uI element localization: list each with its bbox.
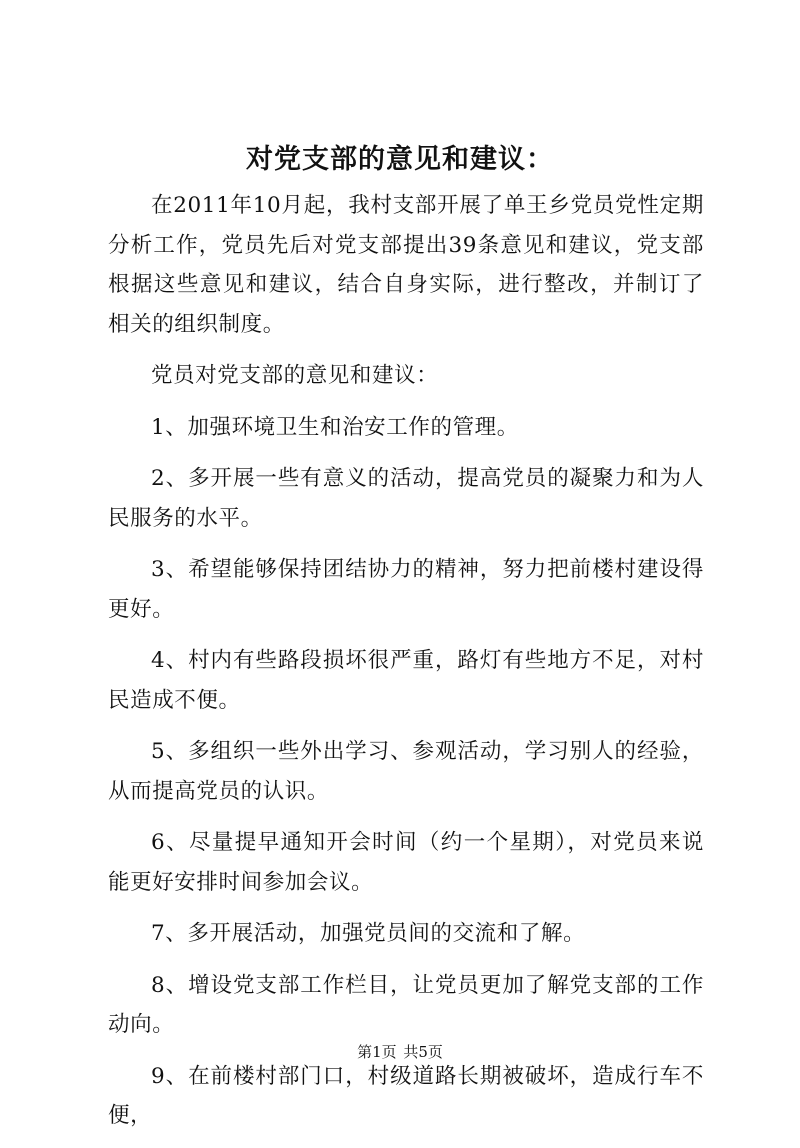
list-item: 3、希望能够保持团结协力的精神，努力把前楼村建设得更好。: [108, 557, 704, 622]
document-title: 对党支部的意见和建议：: [246, 144, 554, 175]
list-heading: 党员对党支部的意见和建议：: [151, 363, 439, 388]
list-item: 6、尽量提早通知开会时间（约一个星期），对党员来说能更好安排时间参加会议。: [108, 830, 704, 895]
page-footer: [0, 1042, 800, 1062]
document-body: [108, 186, 704, 1148]
list-item: 2、多开展一些有意义的活动，提高党员的凝聚力和为人民服务的水平。: [108, 466, 704, 531]
list-item: 5、多组织一些外出学习、参观活动，学习别人的经验，从而提高党员的认识。: [108, 739, 704, 804]
list-item: 8、增设党支部工作栏目，让党员更加了解党支部的工作动向。: [108, 972, 704, 1037]
list-item: 1、加强环境卫生和治安工作的管理。: [151, 414, 519, 440]
list-item: 9、在前楼村部门口，村级道路长期被破坏，造成行车不便，: [108, 1063, 704, 1128]
page-number: 第1页: [357, 1043, 397, 1061]
page-total: 共5页: [403, 1043, 443, 1061]
list-item: 7、多开展活动，加强党员间的交流和了解。: [151, 921, 586, 946]
list-item: 4、村内有些路段损坏很严重，路灯有些地方不足，对村民造成不便。: [108, 648, 704, 713]
intro-paragraph: 在2011年10月起，我村支部开展了单王乡党员党性定期分析工作，党员先后对党支部提出39条意见和建议，党支部根据这些意见和建议，结合自身实际，进行整改，并制订了相关的组织制度。: [108, 193, 704, 337]
